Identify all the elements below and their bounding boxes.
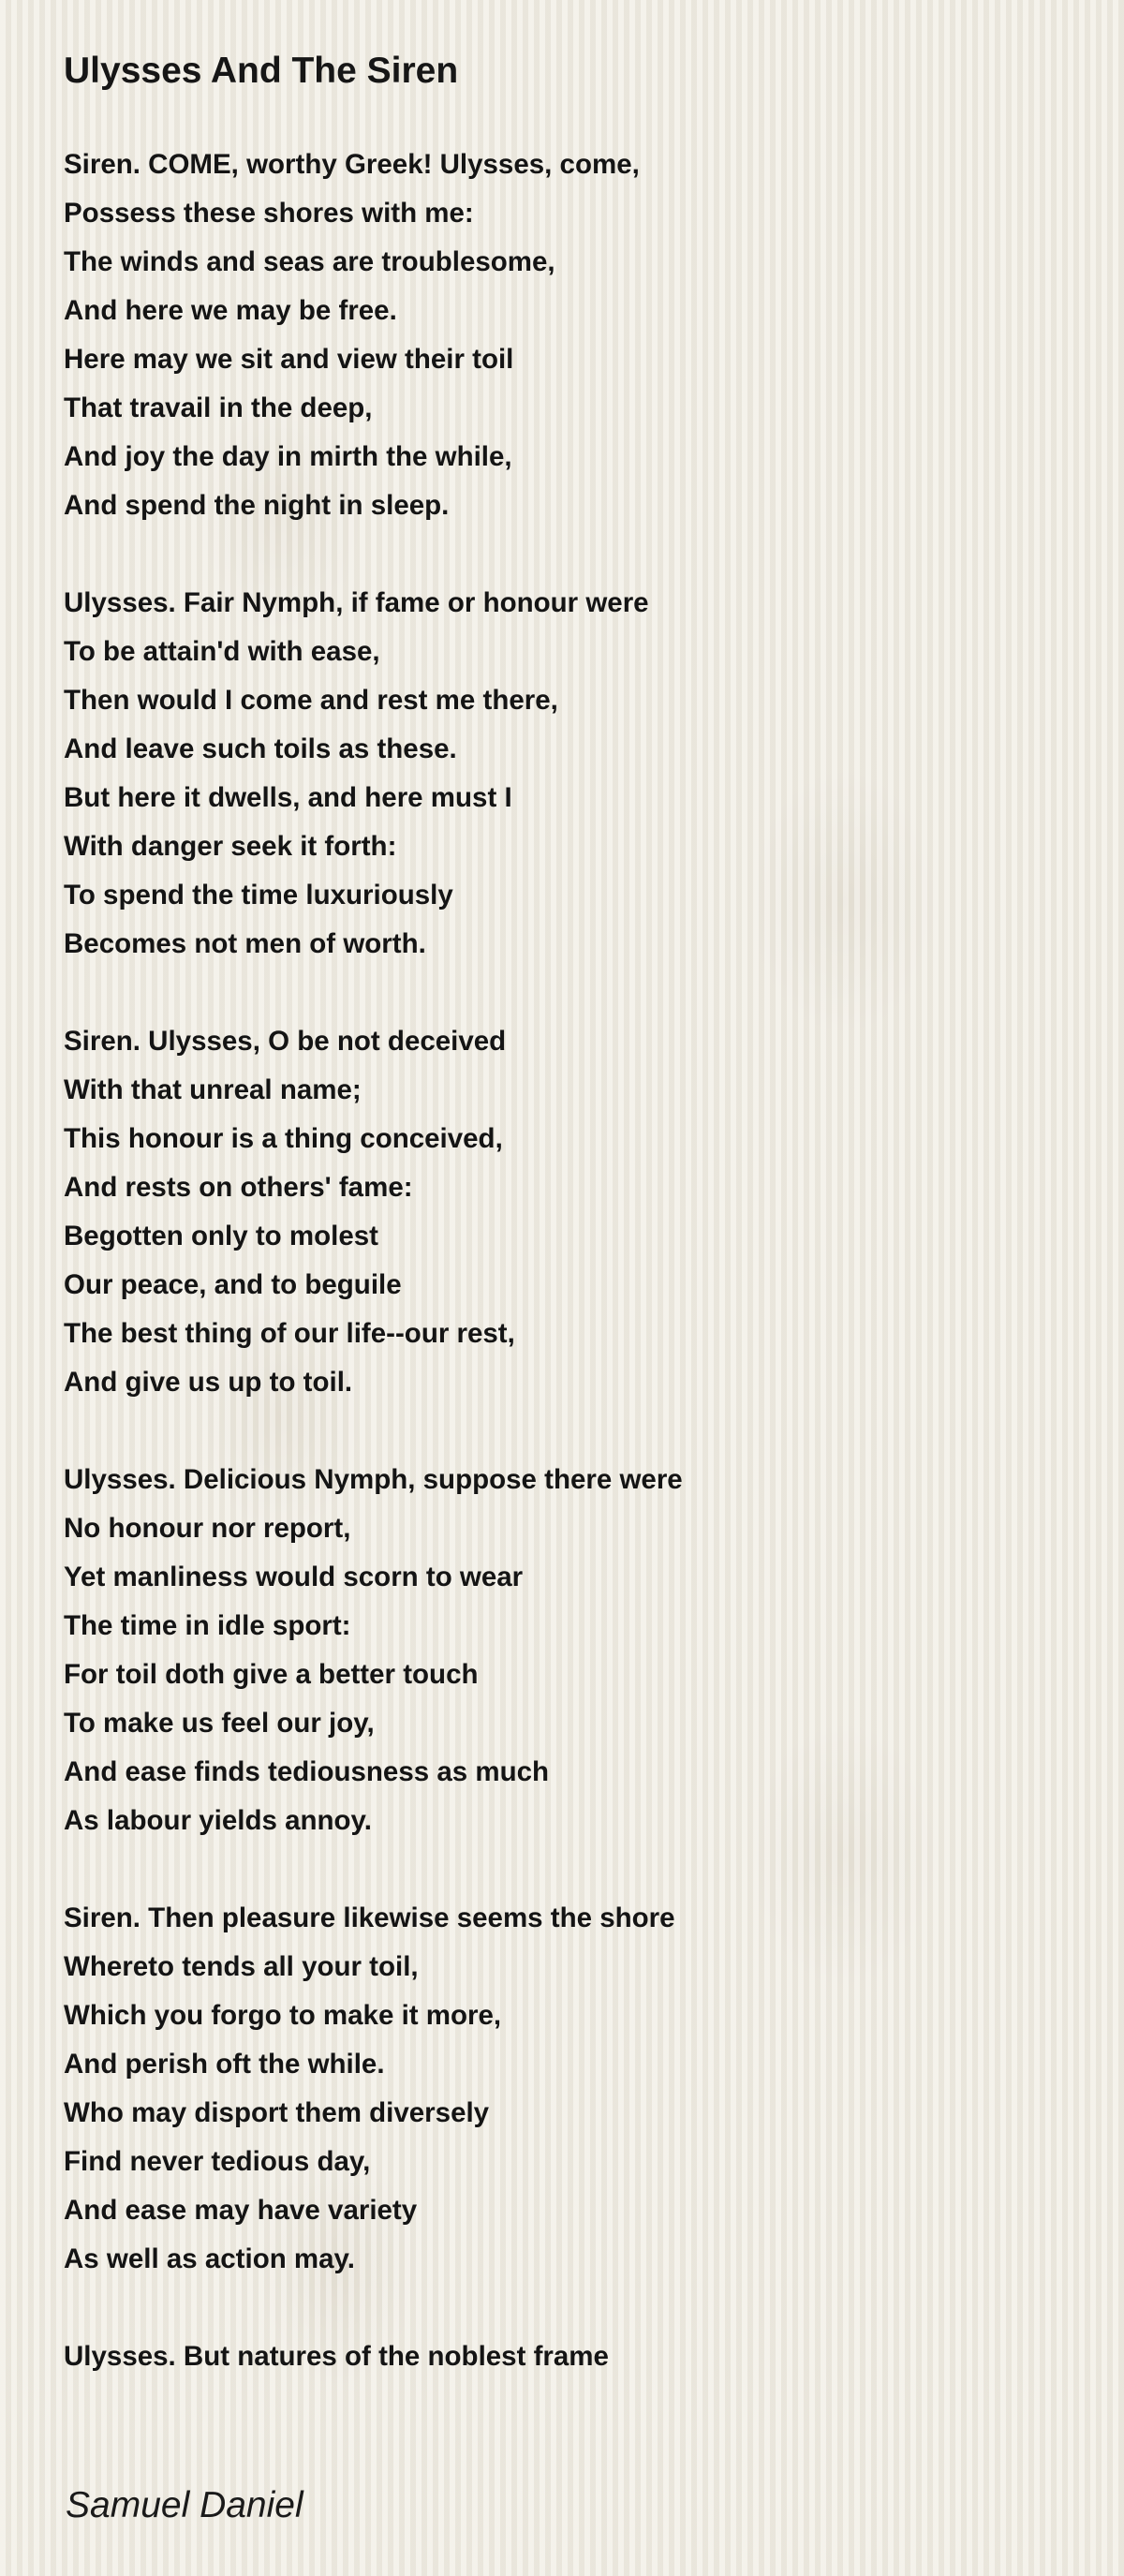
stanza bbox=[64, 2332, 1075, 2381]
poem-line: To be attain'd with ease, bbox=[64, 636, 380, 667]
stanza bbox=[64, 1894, 1075, 2284]
poem-body bbox=[64, 141, 1075, 2430]
poem-line: And ease may have variety bbox=[64, 2195, 418, 2226]
poem-line: Find never tedious day, bbox=[64, 2146, 371, 2177]
poem-line: As well as action may. bbox=[64, 2243, 355, 2274]
poem-line: Siren. COME, worthy Greek! Ulysses, come, bbox=[64, 149, 640, 180]
stanza bbox=[64, 141, 1075, 530]
poem-line: And rests on others' fame: bbox=[64, 1172, 413, 1203]
poem-line: To spend the time luxuriously bbox=[64, 880, 453, 910]
poem-line: With danger seek it forth: bbox=[64, 831, 397, 862]
poem-line: Then would I come and rest me there, bbox=[64, 685, 558, 716]
poem-line: Becomes not men of worth. bbox=[64, 928, 426, 959]
poem-line: Ulysses. Delicious Nymph, suppose there were bbox=[64, 1464, 683, 1495]
poem-line: And spend the night in sleep. bbox=[64, 490, 450, 521]
poem-line: The time in idle sport: bbox=[64, 1610, 351, 1641]
poem-line: For toil doth give a better touch bbox=[64, 1659, 479, 1690]
poem-line: The best thing of our life--our rest, bbox=[64, 1318, 515, 1349]
poem-line: And ease finds tediousness as much bbox=[64, 1756, 550, 1787]
poem-line: This honour is a thing conceived, bbox=[64, 1123, 503, 1154]
poem-line: Here may we sit and view their toil bbox=[64, 344, 514, 375]
poem-line: To make us feel our joy, bbox=[64, 1708, 375, 1739]
author-name: Samuel Daniel bbox=[66, 2485, 303, 2525]
poem-line: Yet manliness would scorn to wear bbox=[64, 1562, 524, 1592]
stanza bbox=[64, 579, 1075, 969]
poem-line: Possess these shores with me: bbox=[64, 198, 474, 229]
poem-line: Whereto tends all your toil, bbox=[64, 1951, 419, 1982]
poem-line: And give us up to toil. bbox=[64, 1367, 353, 1398]
poem-line: Begotten only to molest bbox=[64, 1221, 378, 1251]
poem-line: The winds and seas are troublesome, bbox=[64, 246, 555, 277]
poem-line: Our peace, and to beguile bbox=[64, 1269, 402, 1300]
poem-line: And perish oft the while. bbox=[64, 2049, 385, 2080]
poem-line: No honour nor report, bbox=[64, 1513, 351, 1544]
stanza bbox=[64, 1456, 1075, 1845]
poem-line: Ulysses. Fair Nymph, if fame or honour were bbox=[64, 587, 649, 618]
poem-title: Ulysses And The Siren bbox=[64, 51, 459, 91]
poem-line: And leave such toils as these. bbox=[64, 733, 457, 764]
poem-line: Which you forgo to make it more, bbox=[64, 2000, 502, 2031]
poem-line: Who may disport them diversely bbox=[64, 2097, 490, 2128]
poem-line: Siren. Ulysses, O be not deceived bbox=[64, 1026, 507, 1057]
poem-line: As labour yields annoy. bbox=[64, 1805, 372, 1836]
poem-line: But here it dwells, and here must I bbox=[64, 782, 512, 813]
poem-line: Siren. Then pleasure likewise seems the shore bbox=[64, 1902, 675, 1933]
poem-line: And here we may be free. bbox=[64, 295, 397, 326]
poem-line: Ulysses. But natures of the noblest frame bbox=[64, 2341, 609, 2372]
poem-line: And joy the day in mirth the while, bbox=[64, 441, 512, 472]
poem-line: That travail in the deep, bbox=[64, 392, 373, 423]
poem-line: With that unreal name; bbox=[64, 1074, 362, 1105]
stanza bbox=[64, 1017, 1075, 1407]
